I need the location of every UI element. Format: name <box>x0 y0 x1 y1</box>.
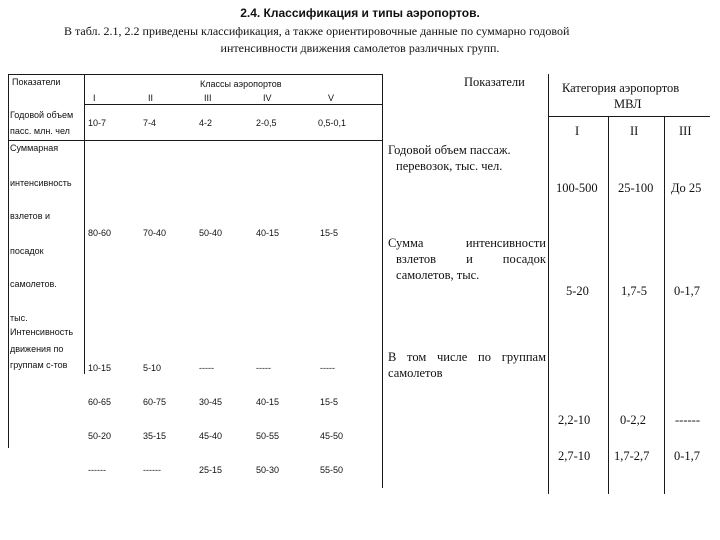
t2-sum-label-2: взлетов и посадок <box>396 252 546 266</box>
t1-annual-label-2: пасс. млн. чел <box>10 126 70 136</box>
t2-category-2: II <box>630 124 639 138</box>
t2-group-value: 0-2,2 <box>620 413 647 427</box>
t2-line-left <box>548 74 549 494</box>
t1-group-value: 50-30 <box>256 465 280 475</box>
t1-group-value: 60-75 <box>143 397 167 407</box>
t1-group-value: ----- <box>256 363 271 373</box>
t1-class-2: II <box>148 93 154 103</box>
t1-line-right <box>382 74 383 488</box>
t2-sum-label-3: самолетов, тыс. <box>396 268 480 282</box>
t1-group-value: 10-15 <box>88 363 112 373</box>
t1-group-value: ------ <box>143 465 161 475</box>
t1-group-value: 45-40 <box>199 431 223 441</box>
t1-sum-label: взлетов и <box>10 211 50 221</box>
t1-annual-value: 10-7 <box>88 118 107 128</box>
t1-annual-label-1: Годовой объем <box>10 110 74 120</box>
t1-line-top <box>8 74 382 75</box>
t1-class-4: IV <box>263 93 272 103</box>
t1-line-row1 <box>8 140 382 141</box>
t1-sum-value: 15-5 <box>320 228 339 238</box>
t1-group-label: группам с-тов <box>10 360 68 370</box>
t1-sum-value: 80-60 <box>88 228 112 238</box>
t2-line-col2 <box>664 116 665 494</box>
t2-sum-value: 0-1,7 <box>674 284 701 298</box>
t2-annual-value: 25-100 <box>618 181 654 195</box>
t2-header-mvl: МВЛ <box>614 97 642 111</box>
t1-sum-value: 40-15 <box>256 228 280 238</box>
t2-header-category: Категория аэропортов <box>562 81 680 95</box>
t1-group-label: движения по <box>10 344 64 354</box>
t2-line-col1 <box>608 116 609 494</box>
t1-header-indicators: Показатели <box>12 77 61 87</box>
t2-group-value: 1,7-2,7 <box>614 449 650 463</box>
t1-group-value: 40-15 <box>256 397 280 407</box>
t1-sum-label: самолетов. <box>10 279 57 289</box>
t1-group-value: 60-65 <box>88 397 112 407</box>
t1-class-5: V <box>328 93 335 103</box>
t1-group-value: 35-15 <box>143 431 167 441</box>
t2-group-value: 2,7-10 <box>558 449 591 463</box>
t2-sum-value: 5-20 <box>566 284 589 298</box>
t1-sum-label: Суммарная <box>10 143 59 153</box>
t1-group-value: 55-50 <box>320 465 344 475</box>
t1-sum-label: посадок <box>10 246 44 256</box>
intro-line-2: интенсивности движения самолетов различных групп. <box>220 41 500 55</box>
t2-sum-value: 1,7-5 <box>621 284 648 298</box>
t1-line-left <box>8 74 9 448</box>
t1-header-classes: Классы аэропортов <box>200 79 282 89</box>
t2-annual-value: 100-500 <box>556 181 598 195</box>
t1-class-3: III <box>204 93 212 103</box>
t2-category-1: I <box>575 124 580 138</box>
t1-group-value: ----- <box>320 363 335 373</box>
t2-sum-label-1: Сумма интенсивности <box>388 236 546 250</box>
t1-annual-value: 7-4 <box>143 118 157 128</box>
t1-group-value: 5-10 <box>143 363 162 373</box>
t2-header-indicators: Показатели <box>464 75 525 89</box>
t2-line-header <box>548 116 710 117</box>
t2-annual-label-2: перевозок, тыс. чел. <box>396 159 503 173</box>
t1-group-value: ------ <box>88 465 106 475</box>
t1-sum-label: интенсивность <box>10 178 72 188</box>
t1-group-label: Интенсивность <box>10 327 74 337</box>
t1-line-label <box>84 74 85 374</box>
t1-annual-value: 2-0,5 <box>256 118 277 128</box>
t1-group-value: 50-55 <box>256 431 280 441</box>
page-title: 2.4. Классификация и типы аэропортов. <box>240 6 480 20</box>
t1-sum-label: тыс. <box>10 313 28 323</box>
t2-annual-value: До 25 <box>671 181 702 195</box>
t1-annual-value: 0,5-0,1 <box>318 118 347 128</box>
intro-line-1: В табл. 2.1, 2.2 приведены классификация, а также ориентировочные данные по суммарно годовой <box>64 24 570 38</box>
t1-group-value: 50-20 <box>88 431 112 441</box>
t2-group-label-2: самолетов <box>388 366 443 380</box>
t1-line-classes <box>84 104 382 105</box>
t1-group-value: 30-45 <box>199 397 223 407</box>
t1-sum-value: 50-40 <box>199 228 223 238</box>
t2-category-3: III <box>679 124 692 138</box>
t1-class-1: I <box>93 93 96 103</box>
t2-group-value: 2,2-10 <box>558 413 591 427</box>
t1-sum-value: 70-40 <box>143 228 167 238</box>
t1-group-value: 15-5 <box>320 397 339 407</box>
t1-annual-value: 4-2 <box>199 118 213 128</box>
t1-group-value: ----- <box>199 363 214 373</box>
t2-group-value: 0-1,7 <box>674 449 701 463</box>
t2-group-label-1: В том числе по группам <box>388 350 546 364</box>
t1-group-value: 25-15 <box>199 465 223 475</box>
t2-group-value: ------ <box>675 413 700 427</box>
t1-group-value: 45-50 <box>320 431 344 441</box>
t2-annual-label-1: Годовой объем пассаж. <box>388 143 511 157</box>
